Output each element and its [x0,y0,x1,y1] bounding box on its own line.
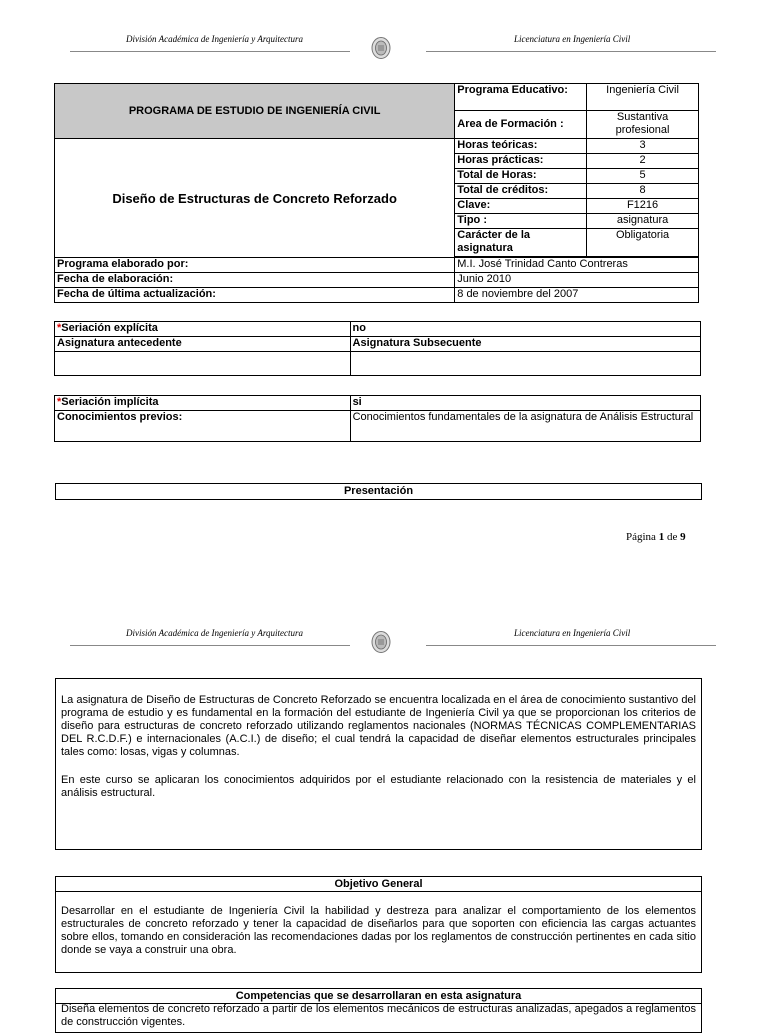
row-label: Total de créditos: [455,184,587,199]
seriacion-implicita-label: *Seriación implícita [55,396,351,411]
header-line-left [70,51,350,52]
seriacion-explicita-value: no [350,322,700,337]
presentacion-paragraph-2: En este curso se aplicaran los conocimientos adquiridos por el estudiante relacionado con la resistencia de materiales y el análisis estructural. [61,774,696,799]
header-line-left [70,645,350,646]
main-table [54,83,699,303]
course-title: Diseño de Estructuras de Concreto Reforzado [55,139,455,258]
row-label: Tipo : [455,214,587,229]
row-value: asignatura [587,214,699,229]
seriacion-explicita-table [54,321,701,376]
presentacion-title: Presentación [55,483,702,500]
row-label: Clave: [455,199,587,214]
row-value: 3 [587,139,699,154]
university-seal-icon [370,36,392,60]
row-label: Area de Formación : [455,111,587,139]
row-label: Horas teóricas: [455,139,587,154]
footer-label: Programa elaborado por: [55,258,455,273]
page-number: Página 1 de 9 [626,531,686,543]
footer-value: Junio 2010 [455,273,699,288]
competencias-text: Diseña elementos de concreto reforzado a partir de los elementos mecánicos de estructuras analizadas, apegados a reglamentos de construcción vigentes. [61,1003,696,1028]
seriacion-explicita-label: *Seriación explícita [55,322,351,337]
conocimientos-previos-value: Conocimientos fundamentales de la asignatura de Análisis Estructural [350,411,700,442]
antecedente-value [55,352,351,376]
footer-label: Fecha de elaboración: [55,273,455,288]
competencias-title: Competencias que se desarrollaran en esta asignatura [55,988,702,1004]
presentacion-text-box [55,678,702,850]
row-value: 2 [587,154,699,169]
header-left: División Académica de Ingeniería y Arquitectura [126,34,304,44]
subsecuente-label: Asignatura Subsecuente [350,337,700,352]
header-right: Licenciatura en Ingeniería Civil [514,628,631,638]
seriacion-implicita-table [54,395,701,442]
objetivo-text-box [55,890,702,973]
program-title: PROGRAMA DE ESTUDIO DE INGENIERÍA CIVIL [55,84,455,139]
footer-value: M.I. José Trinidad Canto Contreras [455,258,699,273]
row-value: Ingeniería Civil [587,84,699,111]
header-line-right [426,645,716,646]
header-line-right [426,51,716,52]
row-value: F1216 [587,199,699,214]
row-label: Carácter de la asignatura [455,229,587,257]
row-label: Total de Horas: [455,169,587,184]
header-left: División Académica de Ingeniería y Arquitectura [126,628,304,638]
row-value: Sustantiva profesional [587,111,699,139]
row-value: Obligatoria [587,229,699,257]
row-label: Programa Educativo: [455,84,587,111]
objetivo-text: Desarrollar en el estudiante de Ingeniería Civil la habilidad y destreza para analizar el comportamiento de los elementos estructurales de concreto reforzado y tener la capacidad de diseñarlos para que soporten con eficiencia las cargas actuantes sobre ellos, tomando en consideración las recomendaciones dadas por los reglamentos de construcción pertinentes en cada sitio donde se vaya a construir una obra. [61,905,696,956]
row-value: 5 [587,169,699,184]
header-right: Licenciatura en Ingeniería Civil [514,34,631,44]
conocimientos-previos-label: Conocimientos previos: [55,411,351,442]
row-label: Horas prácticas: [455,154,587,169]
footer-value: 8 de noviembre del 2007 [455,288,699,303]
antecedente-label: Asignatura antecedente [55,337,351,352]
university-seal-icon [370,630,392,654]
footer-label: Fecha de última actualización: [55,288,455,303]
seriacion-implicita-value: si [350,396,700,411]
subsecuente-value [350,352,700,376]
presentacion-paragraph-1: La asignatura de Diseño de Estructuras de Concreto Reforzado se encuentra localizada en el área de conocimiento sustantivo del programa de estudio y es fundamental en la formación del estudiante de Ingeniería Civil ya que se proporcionan los criterios de diseño para estructuras de concreto reforzado utilizando reglamentos nacionales (NORMAS TÉCNICAS COMPLEMENTARIAS DEL R.C.D.F.) e internacionales (A.C.I.) de diseño; el cual tendrá la capacidad de diseñar elementos estructurales principales tales como: losas, vigas y columnas. [61,694,696,758]
row-value: 8 [587,184,699,199]
competencias-text-box [55,1002,702,1033]
objetivo-title: Objetivo General [55,876,702,892]
